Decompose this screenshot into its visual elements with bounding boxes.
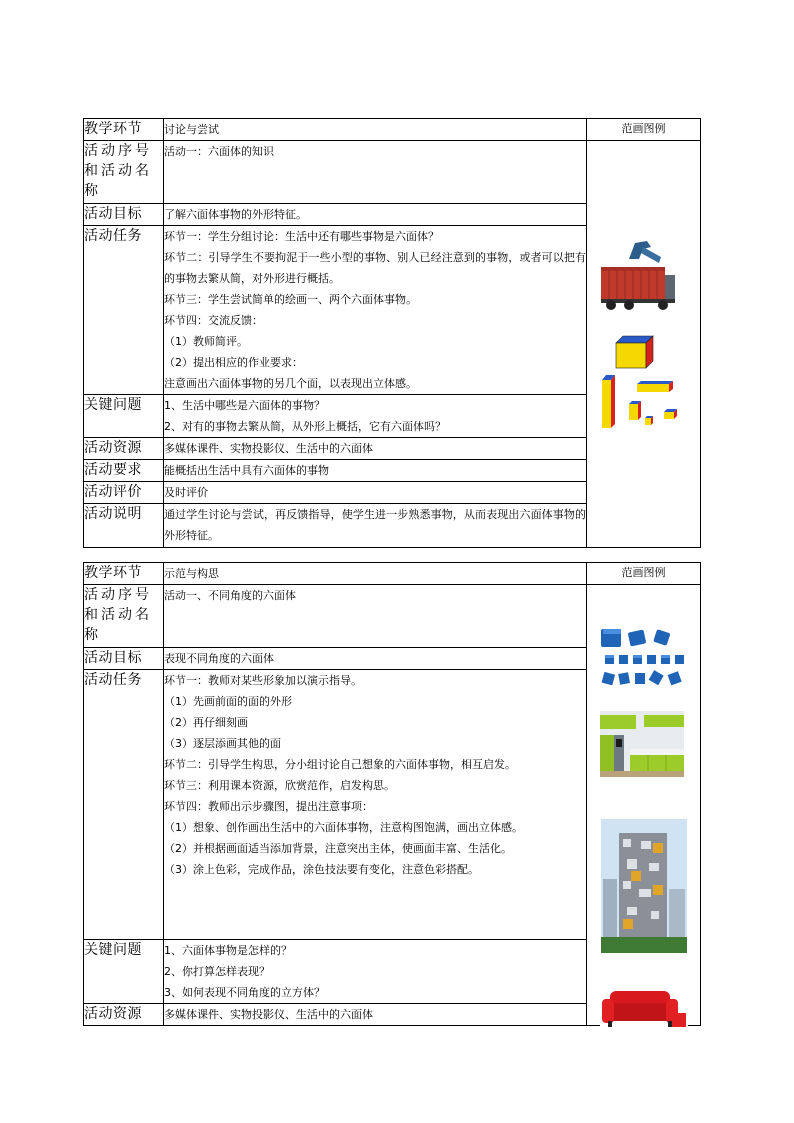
header-label: 教学环节 — [84, 563, 164, 585]
row-content-resources: 多媒体课件、实物投影仪、生活中的六面体 — [164, 438, 587, 460]
header-example-label: 范画图例 — [587, 563, 701, 585]
example-images-cell — [587, 585, 701, 1026]
red-sofa-image — [600, 983, 688, 1031]
header-label: 教学环节 — [84, 119, 164, 141]
cuboid-set-image — [601, 374, 681, 430]
row-content-key-questions: 1、生活中哪些是六面体的事物？ 2、对有的事物去繁从简，从外形上概括，它有六面体吗？ — [164, 395, 587, 438]
green-kitchen-image — [600, 711, 684, 777]
blue-cubes-image — [599, 625, 689, 691]
row-content-key-questions: 1、六面体事物是怎样的？ 2、你打算怎样表现？ 3、如何表现不同角度的立方体？ — [164, 940, 587, 1004]
lesson-table-discussion — [83, 118, 701, 548]
row-label-resources: 活动资源 — [84, 1004, 164, 1026]
row-label-activity-task: 活动任务 — [84, 670, 164, 940]
header-value: 示范与构思 — [164, 563, 587, 585]
row-content-activity-name: 活动一、不同角度的六面体 — [164, 585, 587, 648]
row-content-resources: 多媒体课件、实物投影仪、生活中的六面体 — [164, 1004, 587, 1026]
row-content-evaluation: 及时评价 — [164, 482, 587, 504]
row-label-resources: 活动资源 — [84, 438, 164, 460]
header-example-label: 范画图例 — [587, 119, 701, 141]
row-label-activity-name: 活动序号和活动名称 — [84, 141, 164, 204]
row-label-key-questions: 关键问题 — [84, 395, 164, 438]
row-content-activity-goal: 表现不同角度的六面体 — [164, 648, 587, 670]
colored-cube-image — [615, 335, 655, 369]
container-truck-image — [599, 241, 677, 313]
row-label-evaluation: 活动评价 — [84, 482, 164, 504]
header-value: 讨论与尝试 — [164, 119, 587, 141]
row-label-activity-goal: 活动目标 — [84, 204, 164, 226]
cube-building-image — [601, 819, 687, 953]
row-label-activity-task: 活动任务 — [84, 226, 164, 395]
row-content-activity-goal: 了解六面体事物的外形特征。 — [164, 204, 587, 226]
row-content-activity-task: 环节一：教师对某些形象加以演示指导。 （1）先画前面的面的外形 （2）再仔细刻画 （3）逐层添画其他的面 环节二：引导学生构思，分小组讨论自己想象的六面体事物，相互启发。 环节三：利用课本资源，欣赏范作，启发构思。 环节四：教师出示步骤图，提出注意事项： （1）想象、创作画出生活中的六面体事物，注意构图饱满，画出立体感。 （2）并根据画面适当添加背景，注意突出主体，使画面丰富、生活化。 （3）涂上色彩，完成作品，涂色技法要有变化，注意色彩搭配。 — [164, 670, 587, 940]
row-label-requirements: 活动要求 — [84, 460, 164, 482]
row-content-description: 通过学生讨论与尝试，再反馈指导，使学生进一步熟悉事物，从而表现出六面体事物的外形特征。 — [164, 504, 587, 548]
row-label-activity-goal: 活动目标 — [84, 648, 164, 670]
example-images-cell — [587, 141, 701, 548]
row-label-key-questions: 关键问题 — [84, 940, 164, 1004]
lesson-table-demonstration — [83, 562, 701, 1026]
row-label-activity-name: 活动序号和活动名称 — [84, 585, 164, 648]
row-label-description: 活动说明 — [84, 504, 164, 548]
row-content-activity-task: 环节一：学生分组讨论：生活中还有哪些事物是六面体？ 环节二：引导学生不要拘泥于一些小型的事物、别人已经注意到的事物，或者可以把有的事物去繁从简，对外形进行概括。 环节三：学生尝试简单的绘画一、两个六面体事物。 环节四：交流反馈： （1）教师简评。 （2）提出相应的作业要求： 注意画出六面体事物的另几个面，以表现出立体感。 — [164, 226, 587, 395]
row-content-activity-name: 活动一：六面体的知识 — [164, 141, 587, 204]
row-content-requirements: 能概括出生活中具有六面体的事物 — [164, 460, 587, 482]
